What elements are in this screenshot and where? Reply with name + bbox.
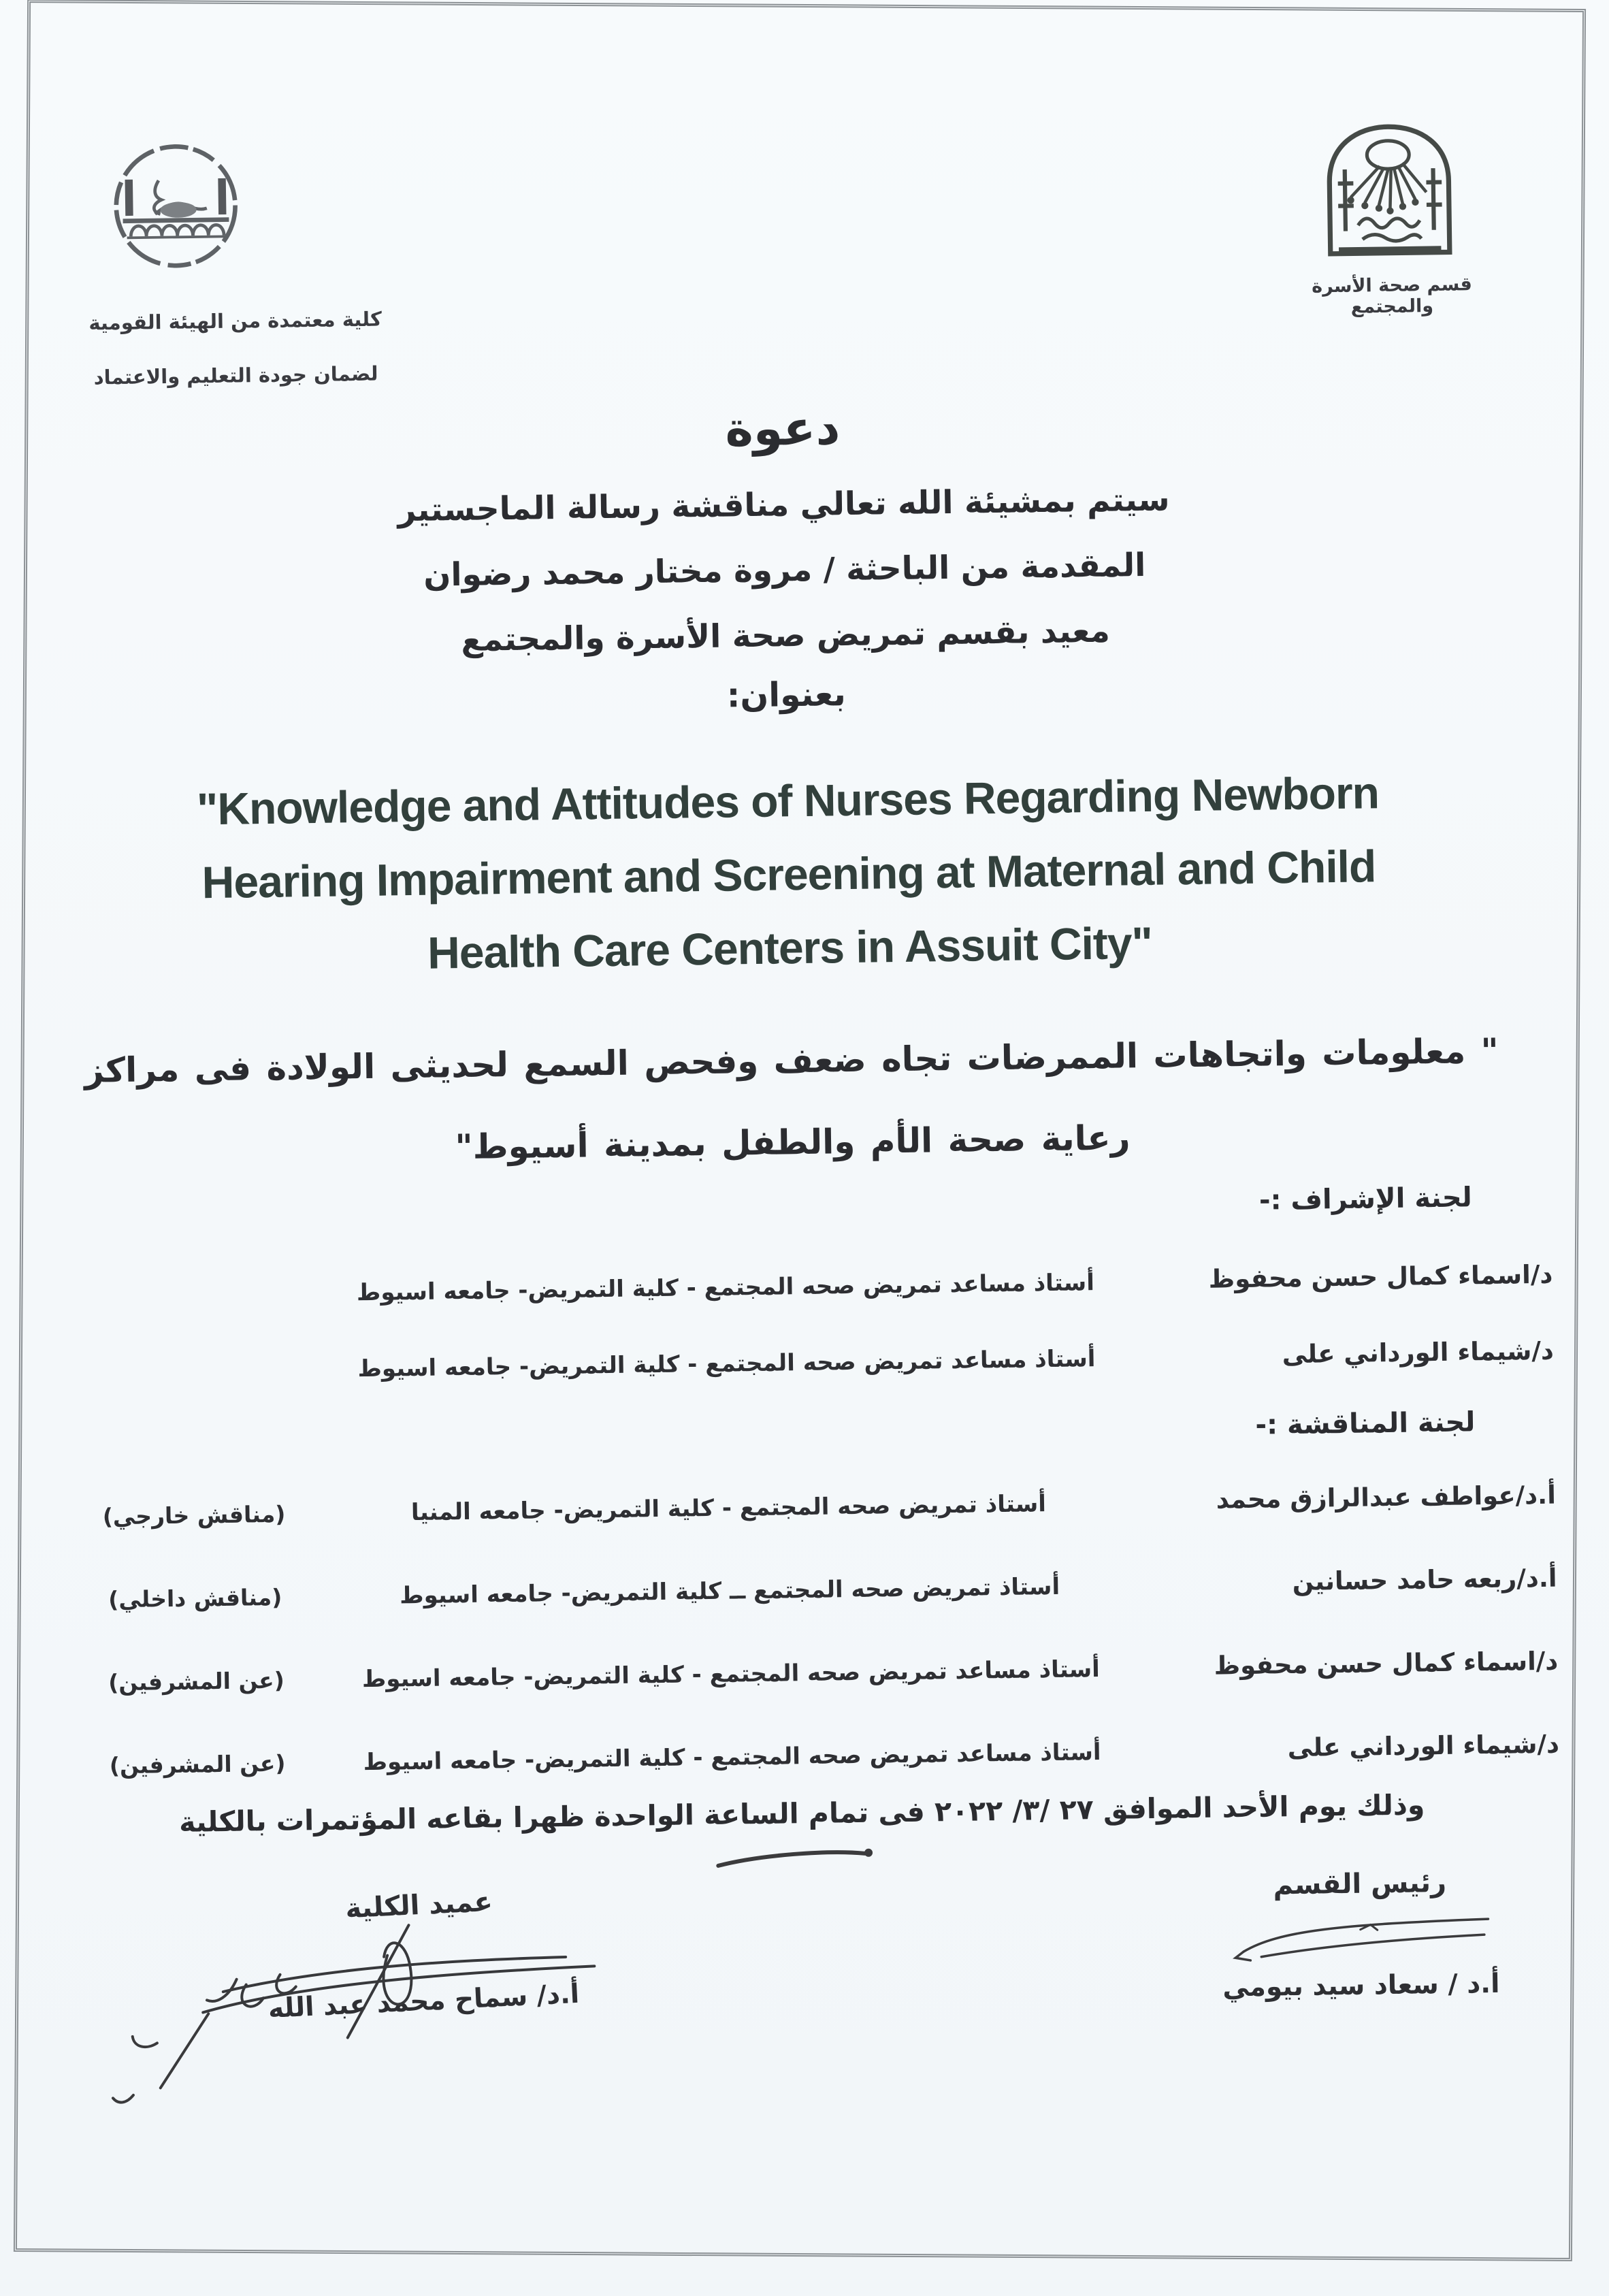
discussion-heading: لجنة المناقشة :-: [1255, 1406, 1476, 1441]
arabic-title-line-2: رعاية صحة الأم والطفل بمدينة أسيوط": [455, 1118, 1131, 1167]
member-role: أستاذ مساعد تمريض صحه المجتمع - كلية التمريض- جامعه اسيوط: [356, 1269, 1095, 1307]
member-capacity: (عن المشرفين): [108, 1666, 285, 1696]
member-capacity: [75, 1277, 306, 1283]
pen-underline-mark: [713, 1845, 883, 1870]
invitation-intro: [54, 462, 1516, 679]
accreditation-emblem-icon: [110, 138, 242, 274]
member-name: أ.د/عواطف عبدالرازق محمد: [1216, 1480, 1557, 1515]
accreditation-line-2: لضمان جودة التعليم والاعتماد: [93, 361, 378, 389]
supervision-heading: لجنة الإشراف :-: [1258, 1182, 1473, 1216]
department-label: قسم صحة الأسرة والمجتمع: [1311, 274, 1473, 318]
signatory-name: أ.د/ سماح محمد عبد الله: [267, 1978, 581, 2025]
arabic-title-line-1: " معلومات واتجاهات الممرضات تجاه ضعف وفحص السمع لحديثى الولادة فى مراكز: [84, 1031, 1499, 1090]
accreditation-text: [71, 291, 400, 405]
member-name: د/شيماء الورداني على: [1282, 1336, 1555, 1370]
accreditation-line-1: كلية معتمدة من الهيئة القومية: [88, 307, 383, 335]
member-name: د/اسماء كمال حسن محفوظ: [1208, 1259, 1553, 1294]
member-capacity: (مناقش داخلي): [108, 1583, 282, 1613]
signature-title: رئيس القسم: [1273, 1866, 1447, 1901]
thesis-title-english: [58, 754, 1520, 995]
member-role: أستاذ مساعد تمريض صحه المجتمع - كلية التمريض- جامعه اسيوط: [357, 1345, 1096, 1383]
signature-title: عميد الكلية: [344, 1886, 493, 1925]
member-role: أستاذ تمريض صحه المجتمع ــ كلية التمريض- جامعه اسيوط: [399, 1572, 1060, 1610]
department-head-signature-stroke: [1231, 1907, 1504, 1966]
signatory-name: أ.د / سعاد سيد بيومي: [1222, 1968, 1500, 2003]
invitation-title: دعوة: [724, 400, 841, 457]
thesis-title-arabic: [61, 1009, 1523, 1193]
titled-label: بعنوان:: [726, 675, 847, 715]
english-title-line-3: Health Care Centers in Assuit City": [427, 917, 1153, 978]
intro-line-2: المقدمة من الباحثة / مروة مختار محمد رضوان: [423, 546, 1146, 594]
schedule-prefix: وذلك يوم الأحد الموافق: [1093, 1788, 1425, 1826]
intro-line-3: معيد بقسم تمريض صحة الأسرة والمجتمع: [461, 612, 1111, 659]
member-role: أستاذ تمريض صحه المجتمع - كلية التمريض- جامعه المنيا: [410, 1490, 1047, 1527]
member-capacity: (عن المشرفين): [109, 1749, 286, 1779]
member-name: د/اسماء كمال حسن محفوظ: [1214, 1646, 1559, 1681]
defense-date: ٢٠٢٢ /٣/ ٢٧: [934, 1793, 1094, 1828]
supervision-committee: [75, 1260, 1555, 1433]
intro-line-1: سيتم بمشيئة الله تعالي مناقشة رسالة الماجستير: [397, 481, 1170, 530]
schedule-suffix: فى تمام الساعة الواحدة ظهرا بقاعه المؤتمرات بالكلية: [178, 1795, 926, 1839]
member-capacity: (مناقش خارجي): [102, 1500, 286, 1530]
assiut-university-emblem-icon: [1314, 117, 1465, 259]
handwritten-mark: [93, 1960, 259, 2118]
member-role: أستاذ مساعد تمريض صحه المجتمع - كلية التمريض- جامعه اسيوط: [363, 1738, 1101, 1777]
member-name: أ.د/ربعه حامد حسانين: [1292, 1563, 1557, 1597]
english-title-line-1: "Knowledge and Attitudes of Nurses Regarding Newborn: [196, 767, 1380, 835]
discussion-committee: [78, 1481, 1561, 1833]
member-name: د/شيماء الورداني على: [1287, 1729, 1560, 1763]
english-title-line-2: Hearing Impairment and Screening at Maternal and Child: [201, 841, 1376, 908]
member-role: أستاذ مساعد تمريض صحه المجتمع - كلية التمريض- جامعه اسيوط: [361, 1655, 1101, 1694]
